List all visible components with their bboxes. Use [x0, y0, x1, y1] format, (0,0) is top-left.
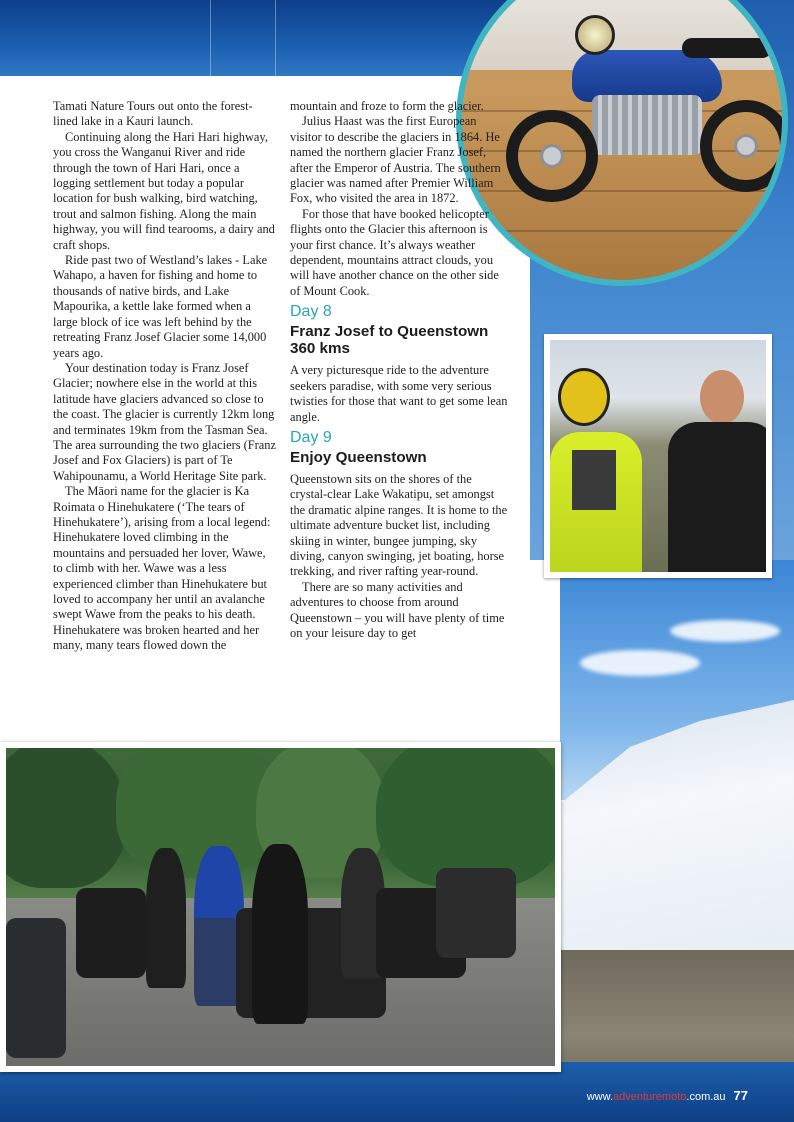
footer-url-domain: adventuremoto [613, 1091, 687, 1103]
article-column-left [53, 99, 276, 654]
tree [116, 748, 276, 878]
footer-url-suffix: .com.au [686, 1091, 726, 1103]
photo-cloud [580, 650, 700, 676]
footer-url-prefix: www. [586, 1091, 613, 1103]
face [700, 370, 744, 424]
column-right-intro [290, 99, 508, 299]
photo-cloud [670, 620, 780, 642]
day8-title: Franz Josef to Queenstown 360 kms [290, 323, 489, 358]
motorcycle [436, 868, 516, 958]
helmet [558, 368, 610, 426]
day9-title: Enjoy Queenstown [290, 448, 427, 466]
group-riders-photo [0, 742, 561, 1072]
paragraph: The Māori name for the glacier is Ka Roimata o Hinehukatere (‘The tears of Hinehukatere’), arising from a local legend: Hinehukatere loved climbing in the mountains and persuaded her lover, Wawe, to climb with her. Wawe was a less experienced climber than Hinehukatere but loved to accompany her until an avalanche swept Wawe from the peaks to his death. Hinehukatere was broken hearted and her many, many tears flowed down the [53, 484, 271, 653]
motorcycle-headlight [575, 15, 615, 55]
motorcycle-front-wheel [506, 110, 598, 202]
paragraph: Continuing along the Hari Hari highway, you cross the Wanganui River and ride through the town of Hari Hari, once a logging settlement but today a popular location for bush walking, bird watching, trout and salmon fishing. Along the main highway, you will find tearooms, a dairy and craft shops. [53, 129, 275, 252]
black-shirt [668, 422, 766, 572]
page-footer [587, 1088, 748, 1103]
paragraph: Queenstown sits on the shores of the crystal-clear Lake Wakatipu, set amongst the dramatic alpine ranges. It is home to the ultimate adventure bucket list, including skiing in winter, bungee jumping, sky diving, canyon swinging, jet boating, horse trekking, and river rafting year-round. [290, 471, 508, 579]
tree [376, 748, 555, 888]
paragraph: There are so many activities and adventures to choose from around Queenstown – you will have plenty of time on your leisure day to get [290, 579, 505, 640]
paragraph: Ride past two of Westland’s lakes - Lake Wahapo, a haven for fishing and home to thousands of native birds, and Lake Mapourika, a kettle lake formed when a large block of ice was left behind by the retreating Franz Josef Glacier some 14,000 years ago. [53, 253, 268, 360]
motorcycle-seat [682, 38, 772, 58]
rider [146, 848, 186, 988]
riders-portrait-photo [544, 334, 772, 578]
tree [6, 748, 126, 888]
floor-plank [462, 230, 782, 232]
day8-label: Day 8 [290, 303, 332, 321]
day8-text: A very picturesque ride to the adventure seekers paradise, with some very serious twisties for those that want to get some lean angle. [290, 363, 508, 424]
motorcycle-rear-wheel [700, 100, 788, 192]
paragraph: Your destination today is Franz Josef Glacier; nowhere else in the world at this latitude have glaciers advanced so close to the coast. The glacier is currently 12km long and terminates 19km from the Tasman Sea. The area surrounding the two glaciers (Franz Josef and Fox Glaciers) is part of Te Wahipounamu, a World Heritage Site park. [53, 360, 276, 483]
paragraph: For those that have booked helicopter flights onto the Glacier this afternoon is your first chance. It’s always weather dependent, mountains attract clouds, you will have another chance on the other side of Mount Cook. [290, 206, 499, 298]
paragraph: Tamati Nature Tours out onto the forest-lined lake in a Kauri launch. [53, 99, 253, 129]
mountain-photo [560, 560, 794, 1122]
paragraph: mountain and froze to form the glacier. [290, 99, 484, 113]
motorcycle [76, 888, 146, 978]
page-number: 77 [733, 1088, 748, 1103]
band-seam [210, 0, 211, 76]
day9-text [290, 472, 508, 641]
article-column-right [290, 99, 508, 641]
jacket-panel [572, 450, 616, 510]
rider [252, 844, 308, 1024]
motorcycle-engine [592, 95, 702, 155]
motorcycle [6, 918, 66, 1058]
day9-label: Day 9 [290, 428, 332, 446]
band-seam [275, 0, 276, 76]
paragraph: Julius Haast was the first European visitor to describe the glaciers in 1864. He named the northern glacier Franz Josef, after the Emperor of Austria. The southern glacier was named after Premier William Fox, who visited the area in 1872. [290, 114, 501, 206]
